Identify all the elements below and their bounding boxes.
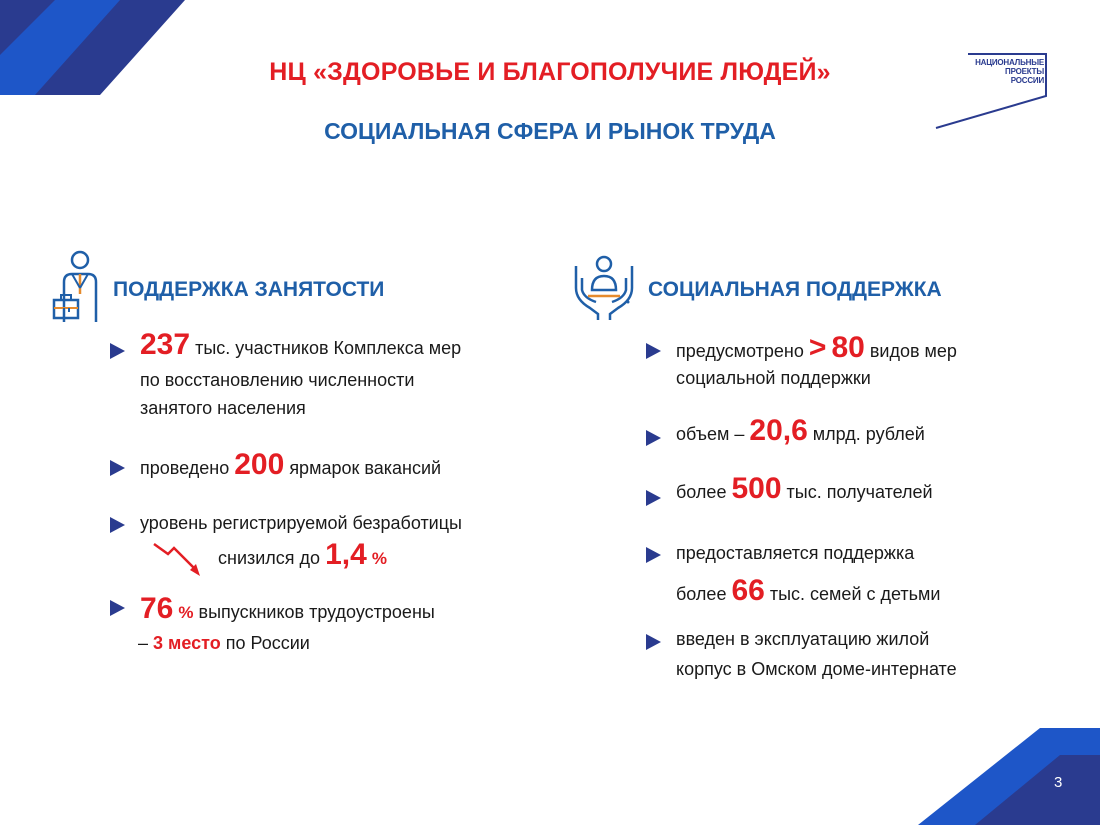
right-item-3-post: тыс. получателей	[786, 482, 933, 502]
unemployment-rate: 1,4	[325, 538, 367, 571]
right-item-1-pre: предусмотрено	[676, 341, 804, 361]
participants-count: 237	[140, 328, 191, 361]
left-item-4-text: выпускников трудоустроены	[198, 602, 435, 622]
right-item-1-text: видов мер	[869, 341, 957, 361]
right-item-4-pre: более	[676, 584, 727, 604]
right-item-3-pre: более	[676, 482, 727, 502]
logo-text	[968, 58, 1044, 85]
left-item-1-line-3: занятого населения	[140, 398, 306, 418]
job-fairs-count: 200	[234, 448, 285, 481]
left-item-3-line-1: уровень регистрируемой безработицы	[140, 513, 462, 533]
bullet-icon	[646, 547, 661, 563]
right-item-2-post: млрд. рублей	[812, 424, 925, 444]
unemployment-percent-sign: %	[371, 549, 387, 568]
left-section-heading: ПОДДЕРЖКА ЗАНЯТОСТИ	[113, 278, 385, 301]
rank-place: 3 место	[153, 633, 221, 653]
right-item-1-line-2: социальной поддержки	[676, 368, 871, 388]
right-section-heading: СОЦИАЛЬНАЯ ПОДДЕРЖКА	[648, 278, 942, 301]
recipients-count: 500	[731, 472, 782, 505]
left-item-2	[140, 450, 441, 483]
right-item-5-line-1: введен в эксплуатацию жилой	[676, 629, 930, 649]
hands-person-icon	[568, 250, 640, 322]
left-item-4-text-2: по России	[225, 633, 310, 653]
right-item-4-line-2	[676, 576, 940, 609]
worker-icon	[52, 248, 108, 328]
right-item-2-pre: объем –	[676, 424, 745, 444]
families-count: 66	[731, 574, 765, 607]
left-item-2-pre: проведено	[140, 458, 230, 478]
left-item-1	[140, 330, 461, 363]
right-item-4-post: тыс. семей с детьми	[769, 584, 941, 604]
bullet-icon	[110, 600, 125, 616]
bullet-icon	[646, 343, 661, 359]
arrow-down-icon	[152, 540, 204, 578]
bullet-icon	[646, 490, 661, 506]
left-item-4-line-1	[140, 594, 435, 628]
bullet-icon	[646, 634, 661, 650]
bullet-icon	[110, 460, 125, 476]
logo-line-1: НАЦИОНАЛЬНЫЕ	[975, 58, 1044, 67]
left-item-1-text-1: тыс. участников Комплекса мер	[195, 338, 462, 358]
page-number: 3	[1054, 774, 1063, 791]
logo-line-2: ПРОЕКТЫ	[1005, 67, 1044, 76]
page-title: НЦ «ЗДОРОВЬЕ И БЛАГОПОЛУЧИЕ ЛЮДЕЙ»	[269, 58, 831, 86]
graduates-employed-value: 76	[140, 592, 174, 625]
page-subtitle: СОЦИАЛЬНАЯ СФЕРА И РЫНОК ТРУДА	[324, 118, 776, 144]
right-item-4-line-1: предоставляется поддержка	[676, 543, 915, 563]
right-item-5-line-2: корпус в Омском доме-интернате	[676, 659, 957, 679]
right-item-1-line-1	[676, 333, 957, 366]
right-item-3	[676, 474, 933, 507]
support-measures-count: 80	[831, 331, 865, 364]
left-item-2-post: ярмарок вакансий	[289, 458, 442, 478]
left-item-1-line-2: по восстановлению численности	[140, 370, 415, 390]
bullet-icon	[110, 343, 125, 359]
graduates-percent-sign: %	[178, 603, 194, 622]
left-item-3-pre: снизился до	[218, 548, 321, 568]
left-item-4-dash: –	[138, 633, 149, 653]
bullet-icon	[646, 430, 661, 446]
budget-volume: 20,6	[749, 414, 808, 447]
left-item-3-line-2	[218, 540, 387, 574]
logo-line-3: РОССИИ	[1010, 76, 1044, 85]
greater-than-sign: >	[808, 331, 827, 364]
left-item-4-line-2	[138, 628, 310, 658]
right-item-2	[676, 416, 925, 449]
bullet-icon	[110, 517, 125, 533]
